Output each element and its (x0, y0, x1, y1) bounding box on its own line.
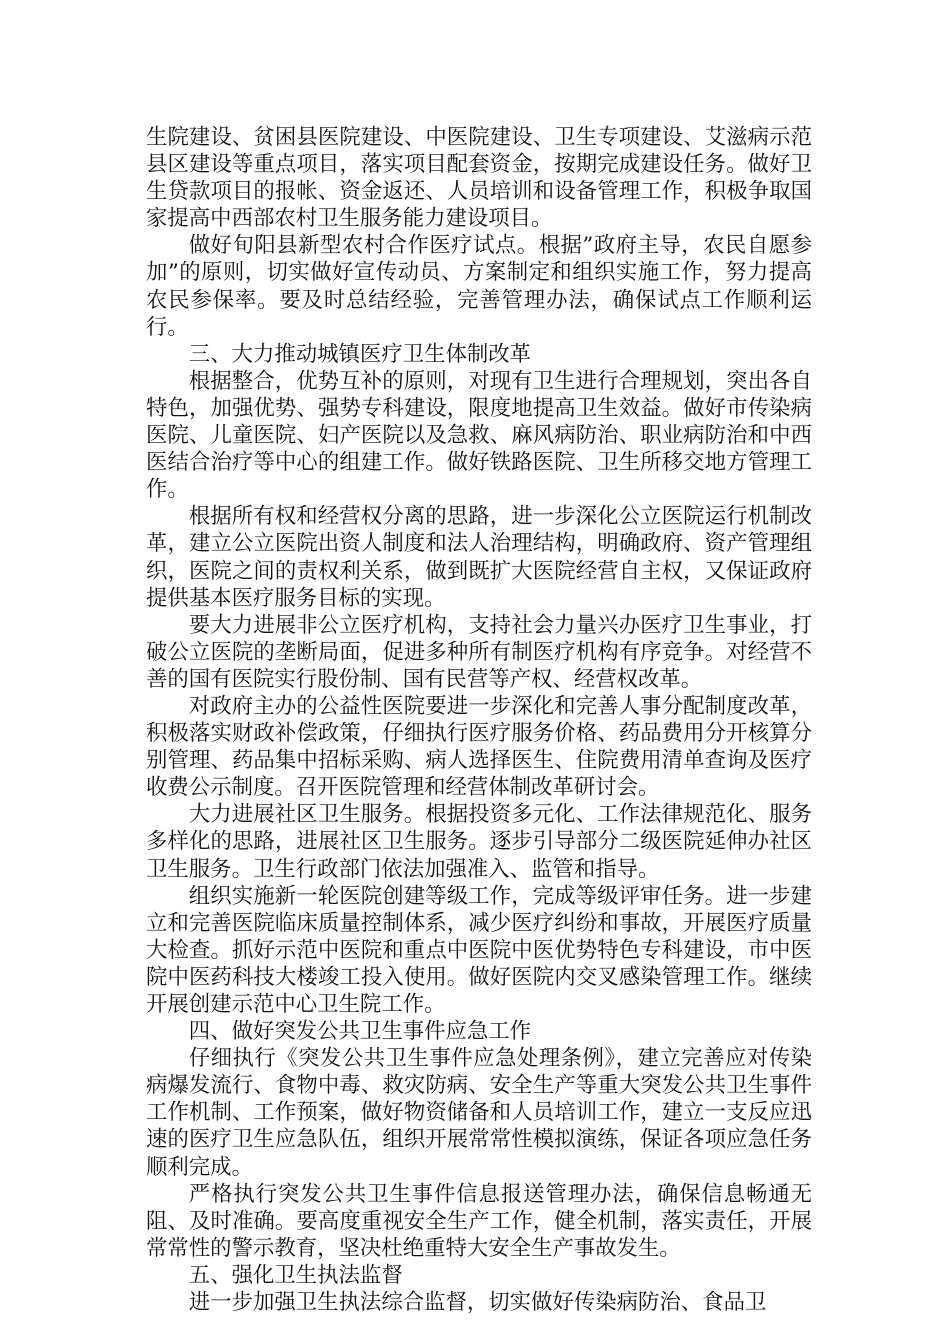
body-paragraph: 严格执行突发公共卫生事件信息报送管理办法，确保信息畅通无阻、及时准确。要高度重视安全生产工作，健全机制，落实责任，开展常常性的警示教育，坚决杜绝重特大安全生产事故发生。 (146, 1181, 812, 1261)
body-paragraph: 进一步加强卫生执法综合监督，切实做好传染病防治、食品卫 (188, 1290, 767, 1316)
body-paragraph: 根据所有权和经营权分离的思路，进一步深化公立医院运行机制改革，建立公立医院出资人制度和法人治理结构，明确政府、资产管理组织，医院之间的责权利关系，做到既扩大医院经营自主权，又保证政府提供基本医疗服务目标的实现。 (146, 504, 812, 611)
body-paragraph: 要大力进展非公立医疗机构，支持社会力量兴办医疗卫生事业，打破公立医院的垄断局面，促进多种所有制医疗机构有序竞争。对经营不善的国有医院实行股份制、国有民营等产权、经营权改革。 (146, 612, 812, 692)
document-page (146, 124, 812, 1316)
body-paragraph: 仔细执行《突发公共卫生事件应急处理条例》，建立完善应对传染病爆发流行、食物中毒、救灾防病、安全生产等重大突发公共卫生事件工作机制、工作预案，做好物资储备和人员培训工作，建立一支反应迅速的医疗卫生应急队伍，组织开展常常性模拟演练，保证各项应急任务顺利完成。 (146, 1046, 812, 1180)
body-paragraph: 做好旬阳县新型农村合作医疗试点。根据”政府主导，农民自愿参加”的原则，切实做好宣传动员、方案制定和组织实施工作，努力提高农民参保率。要及时总结经验，完善管理办法，确保试点工作顺利运行。 (146, 233, 812, 340)
section-heading: 三、大力推动城镇医疗卫生体制改革 (188, 341, 532, 367)
body-paragraph: 组织实施新一轮医院创建等级工作，完成等级评审任务。进一步建立和完善医院临床质量控制体系，减少医疗纠纷和事故，开展医疗质量大检查。抓好示范中医院和重点中医院中医优势特色专科建设，市中医院中医药科技大楼竣工投入使用。做好医院内交叉感染管理工作。继续开展创建示范中心卫生院工作。 (146, 883, 812, 1017)
body-paragraph: 根据整合，优势互补的原则，对现有卫生进行合理规划，突出各自特色，加强优势、强势专科建设，限度地提高卫生效益。做好市传染病医院、儿童医院、妇产医院以及急救、麻风病防治、职业病防治和中西医结合治疗等中心的组建工作。做好铁路医院、卫生所移交地方管理工作。 (146, 368, 812, 503)
body-paragraph: 对政府主办的公益性医院要进一步深化和完善人事分配制度改革，积极落实财政补偿政策，仔细执行医疗服务价格、药品费用分开核算分别管理、药品集中招标采购、病人选择医生、住院费用清单查询及医疗收费公示制度。召开医院管理和经营体制改革研讨会。 (146, 693, 812, 801)
body-paragraph: 生院建设、贫困县医院建设、中医院建设、卫生专项建设、艾滋病示范县区建设等重点项目，落实项目配套资金，按期完成建设任务。做好卫生贷款项目的报帐、资金返还、人员培训和设备管理工作，积极争取国家提高中西部农村卫生服务能力建设项目。 (146, 125, 812, 232)
section-heading: 五、强化卫生执法监督 (188, 1262, 403, 1288)
section-heading: 四、做好突发公共卫生事件应急工作 (188, 1019, 532, 1045)
body-paragraph: 大力进展社区卫生服务。根据投资多元化、工作法律规范化、服务多样化的思路，进展社区卫生服务。逐步引导部分二级医院延伸办社区卫生服务。卫生行政部门依法加强准入、监管和指导。 (146, 802, 812, 882)
